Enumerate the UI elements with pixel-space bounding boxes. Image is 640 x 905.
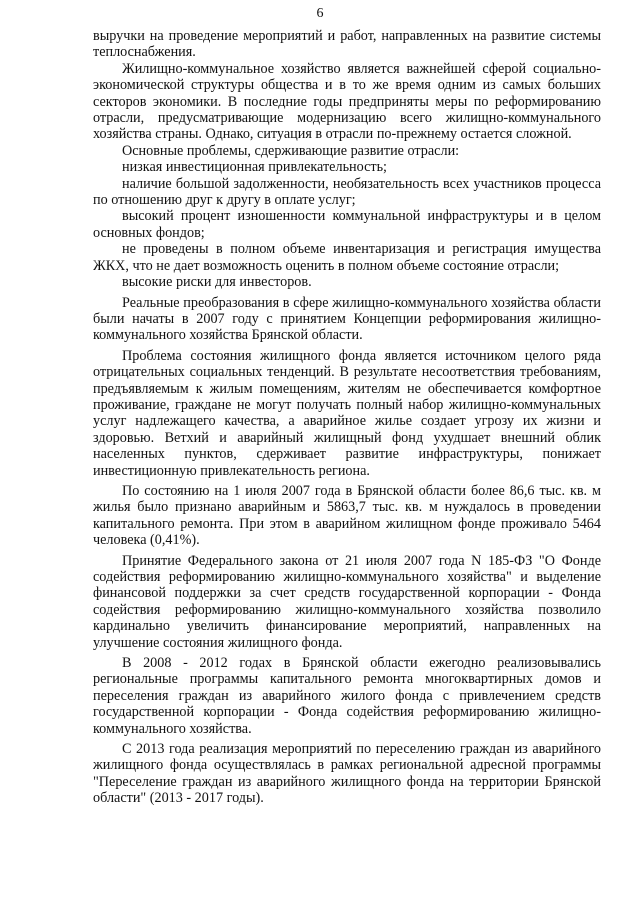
paragraph-housing-problem: Проблема состояния жилищного фонда является источником целого ряда отрицательных социальных тенденций. В результате несоответствия требованиям, предъявляемым к жилым помещениям, жителям не обеспечивается комфортное проживание, граждане не могут получать полный набор жилищно-коммунальных услуг надлежащего качества, а аварийное жилье создает угрозу их жизни и здоровью. Ветхий и аварийный жилищный фонд ухудшает внешний облик населенных пунктов, сдерживает развитие инфраструктуры, понижает инвестиционную привлекательность региона. bbox=[93, 347, 601, 479]
paragraph-main-problems: Основные проблемы, сдерживающие развитие отрасли: bbox=[122, 142, 460, 159]
paragraph-heat-supply: выручки на проведение мероприятий и работ, направленных на развитие системы теплоснабжения. bbox=[93, 28, 601, 61]
list-item-low-investment: низкая инвестиционная привлекательность; bbox=[122, 159, 387, 176]
document-body bbox=[93, 28, 601, 807]
list-item-depreciation: высокий процент изношенности коммунальной инфраструктуры и в целом основных фондов; bbox=[93, 208, 601, 241]
paragraph-regional-programs: В 2008 - 2012 годах в Брянской области ежегодно реализовывались региональные программы капитального ремонта многоквартирных домов и переселения граждан из аварийного жилого фонда с привлечением средств государственной корпорации - Фонда содействия реформированию жилищно-коммунального хозяйства. bbox=[93, 655, 601, 737]
list-item-debt: наличие большой задолженности, необязательность всех участников процесса по отношению друг к другу в оплате услуг; bbox=[93, 175, 601, 209]
paragraph-emergency-housing-stats: По состоянию на 1 июля 2007 года в Брянской области более 86,6 тыс. кв. м жилья было признано аварийным и 5863,7 тыс. кв. м нуждалось в проведении капитального ремонта. При этом в аварийном жилищном фонде проживало 5464 человека (0,41%). bbox=[93, 482, 601, 549]
paragraph-federal-law: Принятие Федерального закона от 21 июля 2007 года N 185-ФЗ "О Фонде содействия реформированию жилищно-коммунального хозяйства" и выделение финансовой поддержки за счет средств государственной корпорации - Фонда содействия реформированию жилищно-коммунального хозяйства позволило кардинально увеличить финансирование мероприятий, направленных на улучшение состояния жилищного фонда. bbox=[93, 552, 601, 651]
paragraph-housing-sector: Жилищно-коммунальное хозяйство является важнейшей сферой социально-экономической структуры общества и в то же время одним из самых больших секторов экономики. В последние годы предприняты меры по реформированию отрасли, предусматривающие модернизацию всего жилищно-коммунального хозяйства страны. Однако, ситуация в отрасли по-прежнему остается сложной. bbox=[93, 60, 601, 143]
list-item-investor-risks: высокие риски для инвесторов. bbox=[122, 274, 312, 291]
page-number: 6 bbox=[316, 6, 324, 21]
paragraph-resettlement-program: С 2013 года реализация мероприятий по переселению граждан из аварийного жилищного фонда осуществлялась в рамках региональной адресной программы "Переселение граждан из аварийного жилищного фонда на территории Брянской области" (2013 - 2017 годы). bbox=[93, 741, 601, 807]
paragraph-reform-concept: Реальные преобразования в сфере жилищно-коммунального хозяйства области были начаты в 2007 году с принятием Концепции реформирования жилищно-коммунального хозяйства Брянской области. bbox=[93, 294, 601, 344]
list-item-inventory: не проведены в полном объеме инвентаризация и регистрация имущества ЖКХ, что не дает возможность оценить в полном объеме состояние отрасли; bbox=[93, 241, 601, 274]
